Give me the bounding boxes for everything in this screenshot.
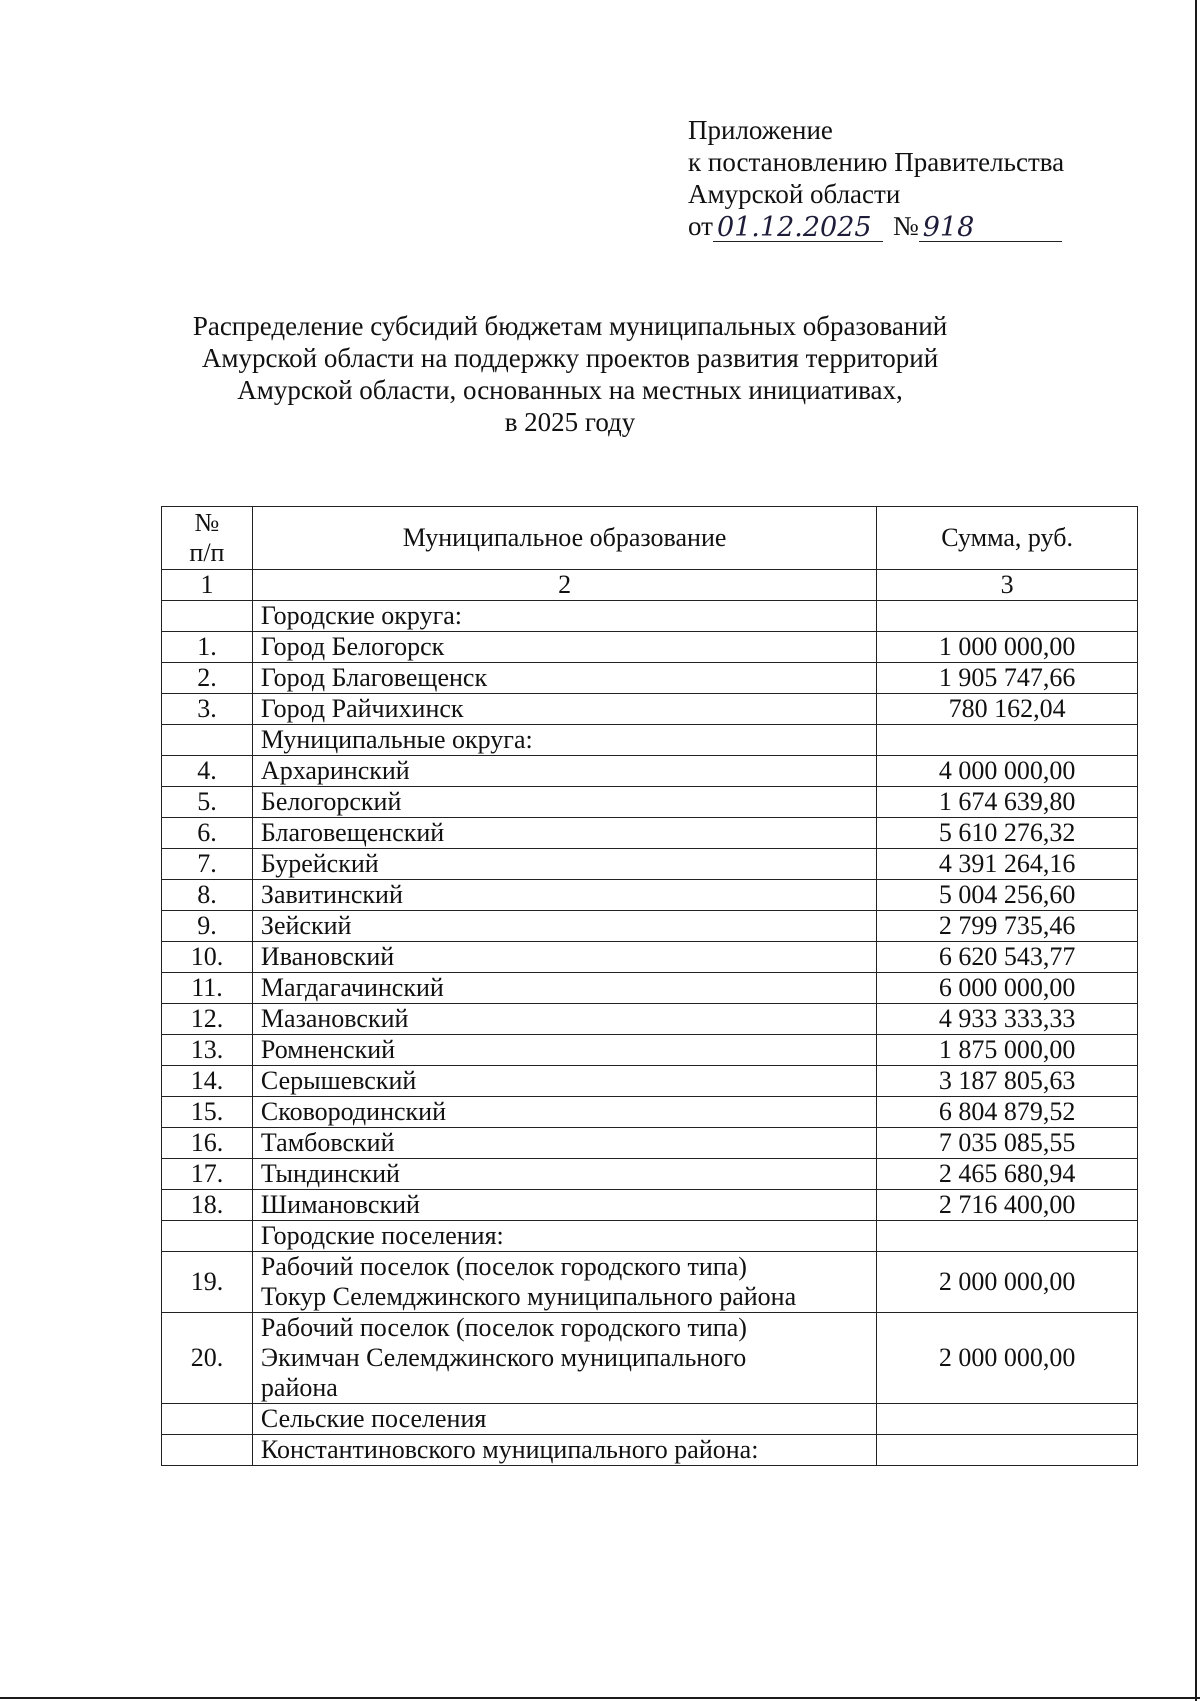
row-sum: 1 875 000,00: [877, 1035, 1138, 1066]
row-municipality: Ромненский: [252, 1035, 876, 1066]
table-row: [162, 1004, 1138, 1035]
row-municipality: Муниципальные округа:: [252, 725, 876, 756]
row-sum: 5 610 276,32: [877, 818, 1138, 849]
row-municipality: Сельские поселения: [252, 1404, 876, 1435]
date-prefix: от: [688, 211, 713, 241]
table-row: [162, 756, 1138, 787]
row-number: [162, 601, 253, 632]
row-sum: [877, 1221, 1138, 1252]
row-sum: 2 000 000,00: [877, 1252, 1138, 1313]
header-municipality: Муниципальное образование: [252, 507, 876, 570]
header-number: № п/п: [162, 507, 253, 570]
row-number: 2.: [162, 663, 253, 694]
row-number: 5.: [162, 787, 253, 818]
row-number: 14.: [162, 1066, 253, 1097]
table-row: [162, 1097, 1138, 1128]
row-sum: 2 000 000,00: [877, 1313, 1138, 1404]
row-municipality: Город Белогорск: [252, 632, 876, 663]
row-number: 15.: [162, 1097, 253, 1128]
row-sum: [877, 725, 1138, 756]
row-municipality: Архаринский: [252, 756, 876, 787]
row-number: [162, 1435, 253, 1466]
index-cell: 2: [252, 570, 876, 601]
table-row: [162, 911, 1138, 942]
row-municipality: Благовещенский: [252, 818, 876, 849]
row-number: 4.: [162, 756, 253, 787]
row-number: 1.: [162, 632, 253, 663]
table-row: [162, 880, 1138, 911]
row-sum: 1 905 747,66: [877, 663, 1138, 694]
row-sum: 1 000 000,00: [877, 632, 1138, 663]
title-line-1: Распределение субсидий бюджетам муниципальных образований: [192, 311, 948, 341]
table-row: [162, 1035, 1138, 1066]
row-municipality: Зейский: [252, 911, 876, 942]
row-number: 3.: [162, 694, 253, 725]
row-number: 18.: [162, 1190, 253, 1221]
row-number: 19.: [162, 1252, 253, 1313]
row-sum: 2 465 680,94: [877, 1159, 1138, 1190]
row-municipality: Городские округа:: [252, 601, 876, 632]
row-number: 20.: [162, 1313, 253, 1404]
row-number: 7.: [162, 849, 253, 880]
row-sum: 2 799 735,46: [877, 911, 1138, 942]
table-row: [162, 1435, 1138, 1466]
document-title: [130, 310, 1010, 438]
handwritten-date: 01.12.2025: [713, 215, 883, 242]
row-sum: 4 933 333,33: [877, 1004, 1138, 1035]
number-prefix: №: [892, 211, 919, 241]
table-row: [162, 1404, 1138, 1435]
row-number: [162, 1404, 253, 1435]
row-municipality: Тамбовский: [252, 1128, 876, 1159]
row-number: 16.: [162, 1128, 253, 1159]
row-sum: 4 391 264,16: [877, 849, 1138, 880]
table-row: [162, 1252, 1138, 1313]
header-sum: Сумма, руб.: [877, 507, 1138, 570]
table-index-row: [162, 570, 1138, 601]
row-sum: 5 004 256,60: [877, 880, 1138, 911]
row-sum: 6 804 879,52: [877, 1097, 1138, 1128]
table-row: [162, 787, 1138, 818]
row-municipality: Белогорский: [252, 787, 876, 818]
municipality-line: Токур Селемджинского муниципального района: [260, 1282, 797, 1311]
row-sum: 4 000 000,00: [877, 756, 1138, 787]
table-row: [162, 663, 1138, 694]
title-line-4: в 2025 году: [504, 407, 636, 437]
municipality-line: района: [260, 1373, 338, 1402]
row-municipality: Бурейский: [252, 849, 876, 880]
table-row: [162, 1221, 1138, 1252]
table-header-row: [162, 507, 1138, 570]
row-number: 6.: [162, 818, 253, 849]
row-number: 9.: [162, 911, 253, 942]
subsidy-distribution-table: [161, 506, 1138, 1466]
table-row: [162, 1066, 1138, 1097]
table-row: [162, 942, 1138, 973]
table-row: [162, 601, 1138, 632]
handwritten-number: 918: [919, 215, 1062, 242]
row-sum: 6 620 543,77: [877, 942, 1138, 973]
row-municipality: Тындинский: [252, 1159, 876, 1190]
row-number: 11.: [162, 973, 253, 1004]
row-number: 12.: [162, 1004, 253, 1035]
index-cell: 1: [162, 570, 253, 601]
row-municipality: Магдагачинский: [252, 973, 876, 1004]
row-municipality: [252, 1252, 876, 1313]
row-municipality: [252, 1313, 876, 1404]
table-row: [162, 973, 1138, 1004]
appendix-date-number-row: [688, 210, 1064, 242]
row-municipality: Завитинский: [252, 880, 876, 911]
table-row: [162, 694, 1138, 725]
title-line-3: Амурской области, основанных на местных инициативах,: [237, 375, 903, 405]
row-sum: [877, 601, 1138, 632]
appendix-line-2: к постановлению Правительства: [688, 147, 1065, 177]
row-municipality: Константиновского муниципального района:: [252, 1435, 876, 1466]
appendix-line-1: Приложение: [688, 115, 833, 145]
table-row: [162, 1159, 1138, 1190]
appendix-block: [688, 114, 1064, 242]
row-number: 13.: [162, 1035, 253, 1066]
row-municipality: Ивановский: [252, 942, 876, 973]
index-cell: 3: [877, 570, 1138, 601]
row-number: [162, 725, 253, 756]
row-sum: [877, 1435, 1138, 1466]
municipality-line: Рабочий поселок (поселок городского типа): [260, 1252, 747, 1281]
row-municipality: Сковородинский: [252, 1097, 876, 1128]
title-line-2: Амурской области на поддержку проектов развития территорий: [201, 343, 939, 373]
table-row: [162, 1128, 1138, 1159]
row-sum: 2 716 400,00: [877, 1190, 1138, 1221]
row-municipality: Городские поселения:: [252, 1221, 876, 1252]
row-number: [162, 1221, 253, 1252]
table-body: [162, 601, 1138, 1466]
table-row: [162, 632, 1138, 663]
row-sum: 1 674 639,80: [877, 787, 1138, 818]
row-municipality: Шимановский: [252, 1190, 876, 1221]
appendix-line-3: Амурской области: [688, 179, 901, 209]
row-sum: 3 187 805,63: [877, 1066, 1138, 1097]
scan-edge-right: [1195, 0, 1197, 1701]
row-number: 10.: [162, 942, 253, 973]
table-row: [162, 849, 1138, 880]
row-sum: 780 162,04: [877, 694, 1138, 725]
table-row: [162, 1313, 1138, 1404]
row-number: 17.: [162, 1159, 253, 1190]
table-row: [162, 725, 1138, 756]
row-municipality: Мазановский: [252, 1004, 876, 1035]
table-row: [162, 1190, 1138, 1221]
municipality-line: Экимчан Селемджинского муниципального: [260, 1343, 747, 1372]
row-sum: [877, 1404, 1138, 1435]
row-municipality: Город Благовещенск: [252, 663, 876, 694]
table-row: [162, 818, 1138, 849]
row-sum: 7 035 085,55: [877, 1128, 1138, 1159]
municipality-line: Рабочий поселок (поселок городского типа): [260, 1313, 747, 1342]
row-sum: 6 000 000,00: [877, 973, 1138, 1004]
scan-edge-bottom: [0, 1697, 1200, 1699]
row-number: 8.: [162, 880, 253, 911]
row-municipality: Серышевский: [252, 1066, 876, 1097]
row-municipality: Город Райчихинск: [252, 694, 876, 725]
